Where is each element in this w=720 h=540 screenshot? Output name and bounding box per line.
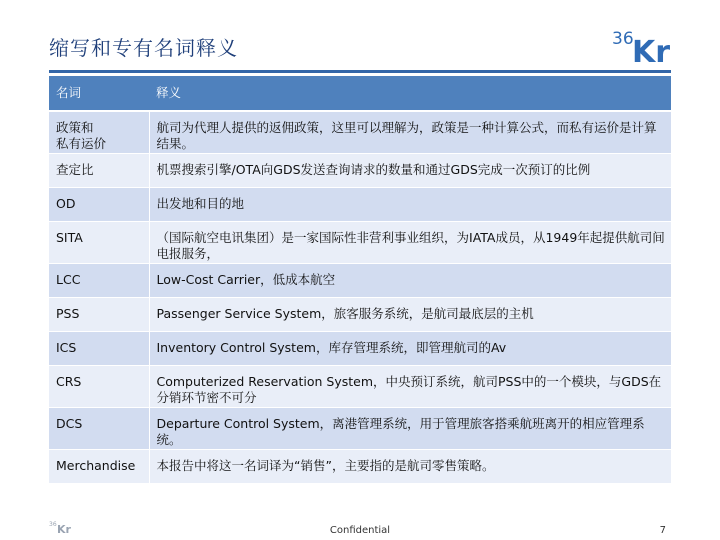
logo-36: 36 (612, 29, 634, 49)
definition-cell: Computerized Reservation System，中央预订系统，航司PSS中的一个模块，与GDS在分销环节密不可分 (149, 366, 671, 408)
page-title: 缩写和专有名词释义 (49, 36, 238, 60)
table-row (49, 111, 671, 154)
term-cell: DCS (49, 408, 149, 450)
term-cell (49, 111, 149, 154)
table-row (49, 332, 671, 366)
table-row (49, 154, 671, 188)
definition-cell: 航司为代理人提供的返佣政策，这里可以理解为，政策是一种计算公式，而私有运价是计算结果。 (149, 111, 671, 154)
term-cell: ICS (49, 332, 149, 366)
definition-cell: Departure Control System，离港管理系统，用于管理旅客搭乘航班离开的相应管理系统。 (149, 408, 671, 450)
header-term: 名词 (49, 76, 149, 111)
36kr-logo (612, 28, 676, 64)
footer-logo-kr: Kr (57, 523, 71, 534)
table-row (49, 450, 671, 484)
logo-kr: Kr (632, 35, 671, 64)
table-header-row (49, 76, 671, 111)
definition-cell: 出发地和目的地 (149, 188, 671, 222)
definition-cell: 机票搜索引擎/OTA向GDS发送查询请求的数量和通过GDS完成一次预订的比例 (149, 154, 671, 188)
title-divider (49, 70, 671, 73)
definition-cell: Inventory Control System，库存管理系统，即管理航司的Av (149, 332, 671, 366)
term-cell: LCC (49, 264, 149, 298)
table-row (49, 298, 671, 332)
term-line: 政策和 私有运价 (56, 120, 107, 151)
term-cell: OD (49, 188, 149, 222)
table-row (49, 264, 671, 298)
definition-cell: 本报告中将这一名词译为“销售”，主要指的是航司零售策略。 (149, 450, 671, 484)
table-row (49, 188, 671, 222)
footer-logo-36: 36 (49, 521, 57, 528)
page-number: 7 (659, 525, 666, 536)
header-definition: 释义 (149, 76, 671, 111)
table-row (49, 222, 671, 264)
term-cell: PSS (49, 298, 149, 332)
table-row (49, 366, 671, 408)
table-row (49, 408, 671, 450)
definition-cell: Low-Cost Carrier，低成本航空 (149, 264, 671, 298)
term-cell: CRS (49, 366, 149, 408)
term-cell: 查定比 (49, 154, 149, 188)
footer-confidential: Confidential (329, 525, 391, 536)
definition-cell: Passenger Service System，旅客服务系统，是航司最底层的主机 (149, 298, 671, 332)
definition-cell: （国际航空电讯集团）是一家国际性非营利事业组织，为IATA成员，从1949年起提供航司间电报服务， (149, 222, 671, 264)
glossary-table (49, 76, 671, 483)
term-cell: SITA (49, 222, 149, 264)
term-cell: Merchandise (49, 450, 149, 484)
